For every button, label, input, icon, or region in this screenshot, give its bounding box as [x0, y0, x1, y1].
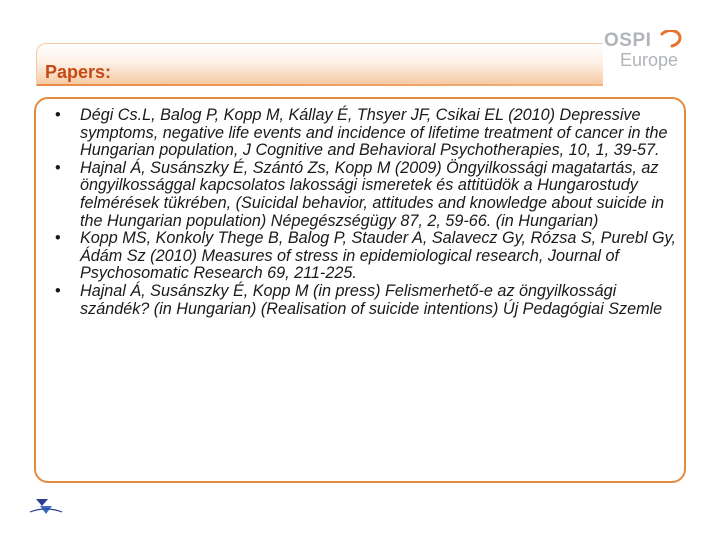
- title-bar: [36, 43, 603, 86]
- ospi-europe-logo: [604, 30, 684, 74]
- fp7-logo: [26, 496, 66, 532]
- logo-text-ospi: OSPI: [604, 30, 652, 51]
- bullet: •: [55, 158, 61, 177]
- fp7-icon: [26, 496, 66, 518]
- bullet: •: [55, 281, 61, 300]
- list-item: [40, 160, 680, 230]
- paper-citation: Hajnal Á, Susánszky É, Kopp M (in press) Felismerhető-e az öngyilkossági szándék? (in Hungarian) (Realisation of suicide intentions) Új Pedagógiai Szemle: [80, 281, 663, 318]
- list-item: [40, 283, 680, 318]
- paper-citation: Kopp MS, Konkoly Thege B, Balog P, Stauder A, Salavecz Gy, Rózsa S, Purebl Gy, Ádám Sz (2010) Measures of stress in epidemiological research, Journal of Psychosomatic Research 69, 211-225.: [80, 229, 676, 283]
- bullet: •: [55, 229, 61, 248]
- papers-list: [40, 107, 680, 318]
- page-title: Papers:: [45, 62, 112, 82]
- logo-text-europe: Europe: [620, 50, 679, 70]
- paper-citation: Hajnal Á, Susánszky É, Szántó Zs, Kopp M (2009) Öngyilkossági magatartás, az öngyilkossággal kapcsolatos lakossági ismeretek és attitüdök a Hungarostudy felmérések tükrében, (Suicidal behavior, attitudes and knowledge about suicide in the Hungarian population) Népegészségügy 87, 2, 59-66. (in Hungarian): [80, 158, 665, 230]
- paper-citation: Dégi Cs.L, Balog P, Kopp M, Kállay É, Thsyer JF, Csikai EL (2010) Depressive symptoms, negative life events and incidence of lifetime treatment of cancer in the Hungarian population, J Cognitive and Behavioral Psychotherapies, 10, 1, 39-57.: [80, 106, 668, 160]
- list-item: [40, 107, 680, 160]
- list-item: [40, 230, 680, 283]
- bullet: •: [55, 106, 61, 124]
